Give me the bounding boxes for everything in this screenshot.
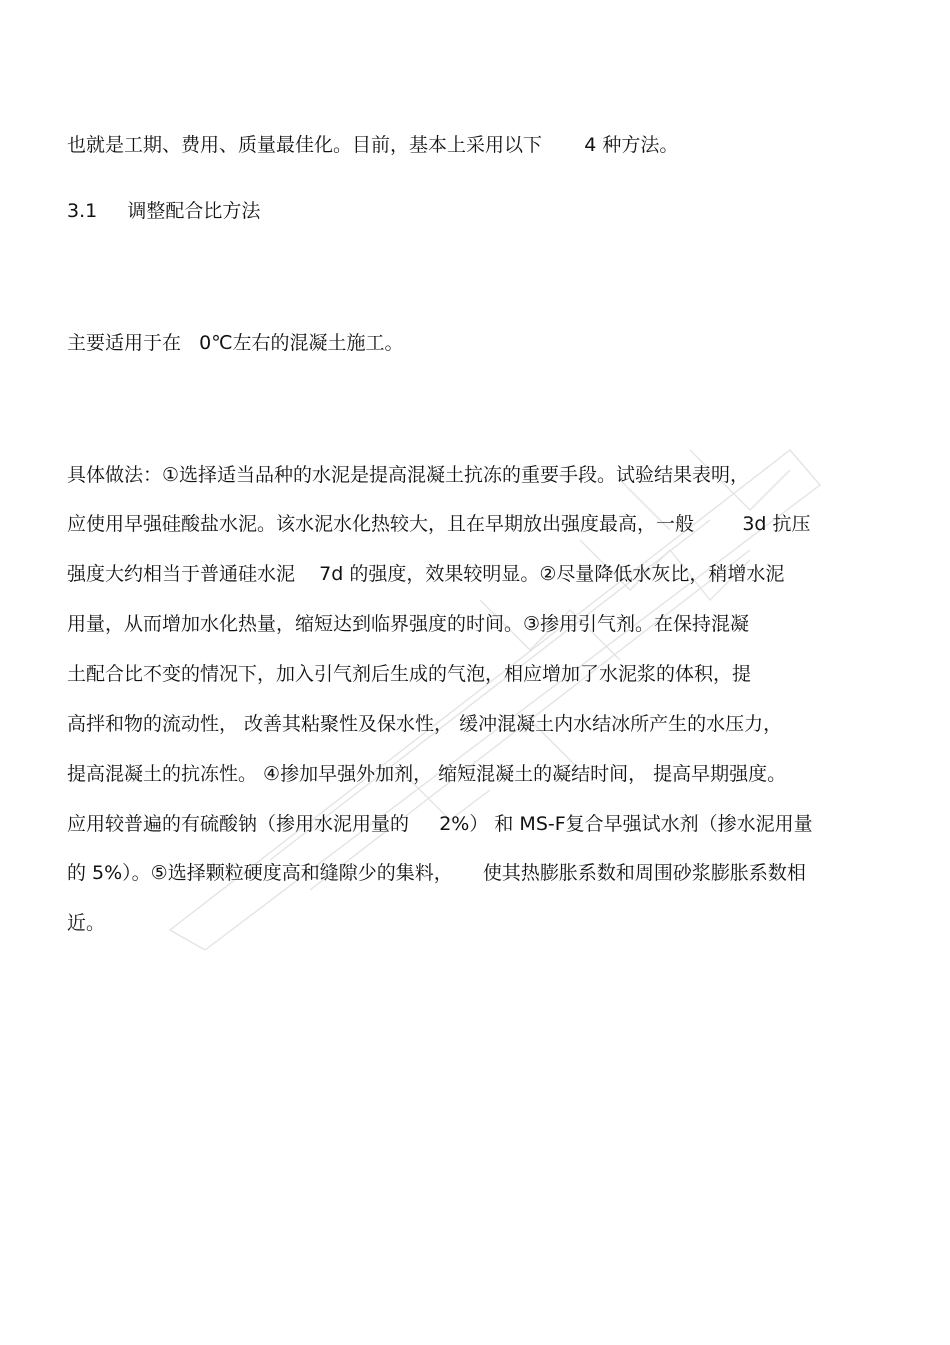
text-line-7: 用量，从而增加水化热量，缩短达到临界强度的时间。③掺用引气剂。在保持混凝 xyxy=(67,613,750,635)
text-line-10: 提高混凝土的抗冻性。 ④掺加早强外加剂， 缩短混凝土的凝结时间， 提高早期强度。 xyxy=(67,763,787,785)
text-line-11: 应用较普遍的有硫酸钠（掺用水泥用量的 2%） 和 MS-F复合早强试水剂（掺水泥用量 xyxy=(67,813,813,835)
text-line-1: 也就是工期、费用、质量最佳化。目前，基本上采用以下 4 种方法。 xyxy=(67,134,679,156)
text-line-4: 具体做法：①选择适当品种的水泥是提高混凝土抗冻的重要手段。试验结果表明， xyxy=(67,464,750,486)
section-heading: 3.1 调整配合比方法 xyxy=(67,200,261,222)
text-line-9: 高拌和物的流动性， 改善其粘聚性及保水性， 缓冲混凝土内水结冰所产生的水压力， xyxy=(67,713,783,735)
text-line-3: 主要适用于在 0℃左右的混凝土施工。 xyxy=(67,332,404,354)
text-line-8: 土配合比不变的情况下，加入引气剂后生成的气泡，相应增加了水泥浆的体积，提 xyxy=(67,663,752,685)
text-line-5: 应使用早强硅酸盐水泥。该水泥水化热较大，且在早期放出强度最高，一般 3d 抗压 xyxy=(67,513,811,535)
text-line-6: 强度大约相当于普通硅水泥 7d 的强度，效果较明显。②尽量降低水灰比，稍增水泥 xyxy=(67,563,785,585)
text-line-13: 近。 xyxy=(67,912,106,934)
text-line-12: 的 5%）。⑤选择颗粒硬度高和缝隙少的集料， 使其热膨胀系数和周围砂浆膨胀系数相 xyxy=(67,862,806,884)
